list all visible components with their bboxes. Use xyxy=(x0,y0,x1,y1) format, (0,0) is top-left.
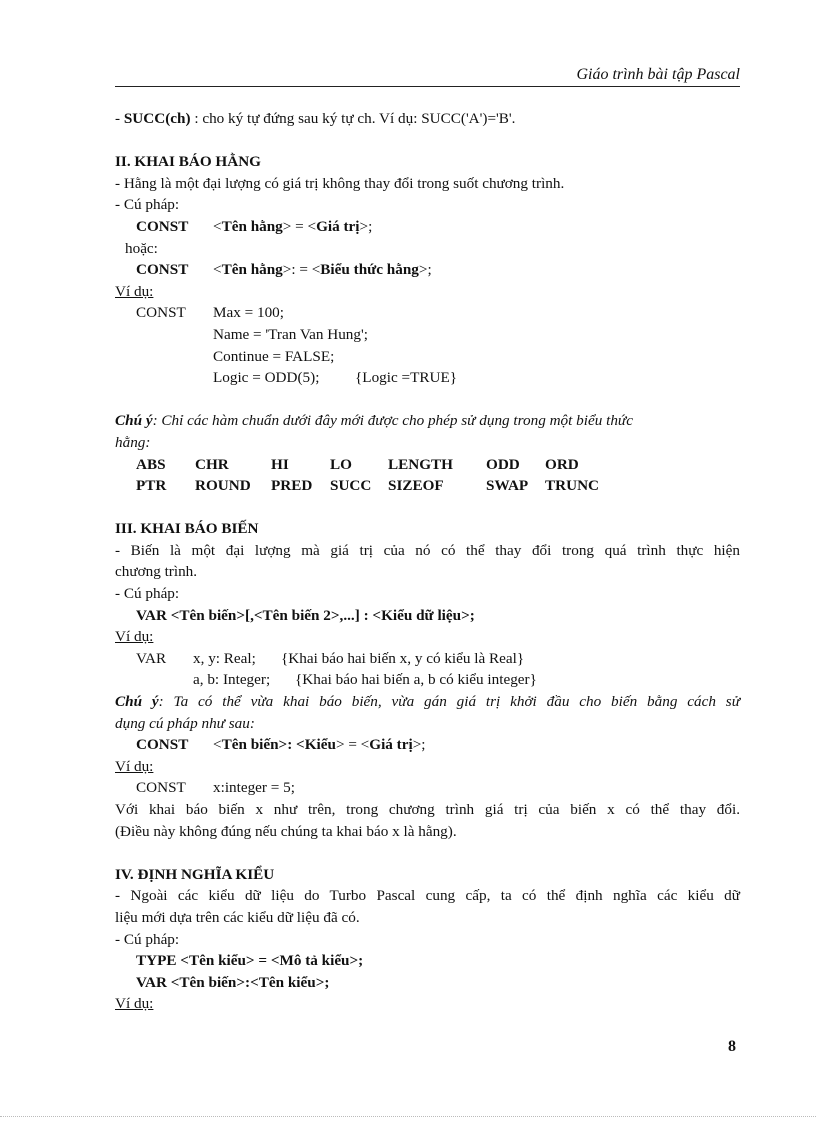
variables-syntax: VAR <Tên biến>[,<Tên biến 2>,...] : <Kiểu dữ liệu>; xyxy=(136,606,475,624)
constants-description: - Hằng là một đại lượng có giá trị không thay đổi trong suốt chương trình. xyxy=(115,174,565,192)
function-name: LENGTH xyxy=(388,455,453,473)
section-heading-constants: II. KHAI BÁO HẰNG xyxy=(115,153,261,171)
constants-example-line: Logic = ODD(5); {Logic =TRUE} xyxy=(115,367,740,389)
variables-syntax-2 xyxy=(115,734,740,756)
constants-syntax-label: - Cú pháp: xyxy=(115,196,180,214)
page-header xyxy=(115,64,740,87)
example-keyword: CONST xyxy=(136,779,186,797)
variables-note-cont: dụng cú pháp như sau: xyxy=(115,714,255,732)
function-name: ABS xyxy=(136,455,166,473)
example-code: x:integer = 5; xyxy=(213,779,295,797)
constants-example-line: Continue = FALSE; xyxy=(213,347,335,365)
variables-example-line xyxy=(115,669,740,691)
variables-example-line xyxy=(115,648,740,670)
page-number: 8 xyxy=(728,1038,736,1055)
variables-explanation: Với khai báo biến x như trên, trong chương trình giá trị của biến x có thể thay đổi. xyxy=(115,801,740,818)
function-name: LO xyxy=(330,455,352,473)
constants-syntax-1 xyxy=(115,216,740,238)
types-syntax-2: VAR <Tên biến>:<Tên kiểu>; xyxy=(136,973,330,991)
or-label: hoặc: xyxy=(125,239,158,257)
functions-row-2 xyxy=(115,475,740,497)
example-code: a, b: Integer; xyxy=(193,671,271,689)
constants-syntax-2 xyxy=(115,259,740,281)
function-name: SIZEOF xyxy=(388,477,444,495)
variables-note: Chú ý: Ta có thể vừa khai báo biến, vừa gán giá trị khởi đầu cho biến bằng cách sử xyxy=(115,693,741,711)
example-label: Ví dụ: xyxy=(115,282,154,300)
types-description-cont: liệu mới dựa trên các kiểu dữ liệu đã có. xyxy=(115,908,360,926)
function-name: ODD xyxy=(486,455,520,473)
page-content xyxy=(115,108,740,1015)
function-name: SWAP xyxy=(486,477,529,495)
function-name: PRED xyxy=(271,477,313,495)
example-code: Max = 100; xyxy=(213,304,284,322)
function-name: ORD xyxy=(545,455,579,473)
section-heading-types: IV. ĐỊNH NGHĨA KIỂU xyxy=(115,865,275,883)
variables-example-2 xyxy=(115,777,740,799)
function-name: SUCC xyxy=(330,477,372,495)
constants-note: Chú ý: Chỉ các hàm chuẩn dưới đây mới được cho phép sử dụng trong một biểu thức xyxy=(115,412,633,430)
syntax-expression: <Tên biến>: <Kiểu> = <Giá trị>; xyxy=(213,736,426,754)
function-name: HI xyxy=(271,455,289,473)
note-label: Chú ý xyxy=(115,693,159,711)
types-description: - Ngoài các kiểu dữ liệu do Turbo Pascal cung cấp, ta có thể định nghĩa các kiểu dữ xyxy=(115,887,740,905)
example-comment: {Khai báo hai biến x, y có kiểu là Real} xyxy=(281,649,525,667)
types-syntax-1: TYPE <Tên kiểu> = <Mô tả kiểu>; xyxy=(136,952,364,970)
constants-example-line: Name = 'Tran Van Hung'; xyxy=(213,325,368,343)
example-label: Ví dụ: xyxy=(115,757,154,775)
variables-description: - Biến là một đại lượng mà giá trị của nó có thể thay đổi trong quá trình thực hiện xyxy=(115,541,740,559)
syntax-keyword: CONST xyxy=(136,261,189,279)
variables-syntax-label: - Cú pháp: xyxy=(115,585,180,603)
succ-description: : cho ký tự đứng sau ký tự ch. Ví dụ: SUCC('A')='B'. xyxy=(194,110,516,127)
syntax-expression: <Tên hằng>: = <Biểu thức hằng>; xyxy=(213,261,432,279)
constants-example-line xyxy=(115,302,740,324)
succ-function: SUCC(ch) xyxy=(123,110,191,127)
example-label: Ví dụ: xyxy=(115,628,154,646)
function-name: PTR xyxy=(136,477,167,495)
footer-divider xyxy=(0,1116,816,1118)
variables-description-cont: chương trình. xyxy=(115,563,198,581)
functions-row-1 xyxy=(115,454,740,476)
note-label: Chú ý xyxy=(115,412,153,430)
types-syntax-label: - Cú pháp: xyxy=(115,930,180,948)
function-name: CHR xyxy=(195,455,229,473)
syntax-expression: <Tên hằng> = <Giá trị>; xyxy=(213,217,373,235)
header-title: Giáo trình bài tập Pascal xyxy=(576,66,740,83)
section-heading-variables: III. KHAI BÁO BIẾN xyxy=(115,520,259,538)
example-comment: {Khai báo hai biến a, b có kiểu integer} xyxy=(295,671,537,689)
example-comment: {Logic =TRUE} xyxy=(355,369,458,387)
function-name: TRUNC xyxy=(545,477,600,495)
syntax-keyword: CONST xyxy=(136,217,189,235)
succ-line: - SUCC(ch) : cho ký tự đứng sau ký tự ch. Ví dụ: SUCC('A')='B'. xyxy=(115,110,516,127)
example-code: x, y: Real; xyxy=(193,649,256,667)
function-name: ROUND xyxy=(195,477,251,495)
example-keyword: CONST xyxy=(136,304,186,322)
example-keyword: VAR xyxy=(136,649,167,667)
variables-explanation-cont: (Điều này không đúng nếu chúng ta khai báo x là hằng). xyxy=(115,822,457,840)
constants-note-cont: hằng: xyxy=(115,433,151,451)
syntax-keyword: CONST xyxy=(136,736,189,754)
example-label: Ví dụ: xyxy=(115,995,154,1013)
